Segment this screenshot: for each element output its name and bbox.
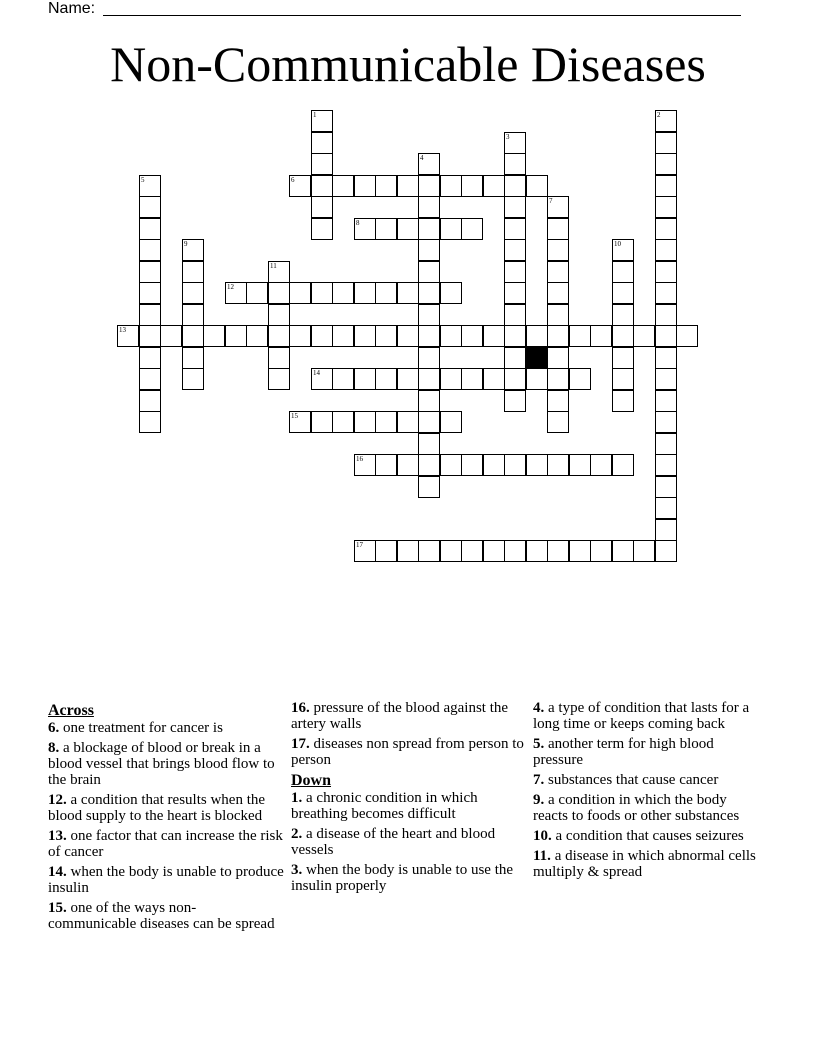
grid-cell[interactable] [311, 132, 333, 154]
grid-cell[interactable] [504, 261, 526, 283]
grid-cell[interactable] [440, 368, 462, 390]
grid-cell[interactable] [655, 218, 677, 240]
clue-down-9 [533, 792, 765, 824]
grid-cell[interactable] [139, 390, 161, 412]
clue-down-5 [533, 736, 765, 768]
grid-cell[interactable] [375, 411, 397, 433]
grid-cell[interactable] [655, 304, 677, 326]
grid-cell[interactable] [440, 325, 462, 347]
grid-cell[interactable] [655, 282, 677, 304]
page-title: Non-Communicable Diseases [110, 36, 706, 92]
clue-number: 16. [291, 700, 310, 716]
clue-number-label: 17 [356, 541, 363, 549]
grid-cell[interactable] [418, 175, 440, 197]
grid-cell[interactable] [225, 325, 247, 347]
grid-cell[interactable] [418, 325, 440, 347]
clue-text: when the body is unable to use the insulin properly [291, 862, 514, 894]
grid-cell[interactable] [418, 261, 440, 283]
grid-cell[interactable] [375, 368, 397, 390]
grid-cell[interactable] [547, 347, 569, 369]
grid-cell[interactable] [461, 175, 483, 197]
grid-cell[interactable] [139, 368, 161, 390]
clue-number-label: 15 [291, 412, 298, 420]
grid-cell[interactable] [311, 196, 333, 218]
clue-text: a disease in which abnormal cells multiply & spread [533, 848, 756, 880]
grid-cell[interactable] [440, 540, 462, 562]
clue-across-17 [291, 736, 527, 768]
grid-cell[interactable] [547, 540, 569, 562]
grid-cell[interactable] [655, 519, 677, 541]
grid-cell[interactable] [440, 175, 462, 197]
grid-cell[interactable] [182, 261, 204, 283]
grid-cell[interactable] [160, 325, 182, 347]
grid-cell[interactable] [504, 454, 526, 476]
clue-text: a blockage of blood or break in a blood vessel that brings blood flow to the brain [48, 740, 275, 788]
clue-across-15 [48, 900, 284, 932]
grid-cell[interactable] [633, 540, 655, 562]
grid-cell[interactable] [612, 304, 634, 326]
clue-down-2 [291, 826, 527, 858]
grid-cell[interactable] [547, 454, 569, 476]
clue-text: diseases non spread from person to person [291, 736, 524, 768]
clue-text: when the body is unable to produce insulin [48, 864, 284, 896]
grid-cell[interactable] [311, 325, 333, 347]
clue-down-1 [291, 790, 527, 822]
grid-cell[interactable] [268, 325, 290, 347]
clue-across-12 [48, 792, 284, 824]
grid-cell[interactable] [547, 368, 569, 390]
clue-number-label: 11 [270, 262, 277, 270]
grid-cell[interactable] [547, 261, 569, 283]
clue-number-label: 1 [313, 111, 317, 119]
grid-cell[interactable] [418, 454, 440, 476]
clue-across-16 [291, 700, 527, 732]
grid-cell[interactable] [504, 325, 526, 347]
grid-cell[interactable] [504, 153, 526, 175]
name-label: Name: [48, 0, 96, 17]
clues-column-3 [533, 700, 765, 884]
clue-number: 14. [48, 864, 67, 880]
grid-cell[interactable] [375, 454, 397, 476]
grid-cell[interactable] [676, 325, 698, 347]
grid-cell[interactable] [483, 540, 505, 562]
grid-cell[interactable] [268, 282, 290, 304]
grid-cell[interactable] [504, 304, 526, 326]
grid-cell[interactable] [547, 304, 569, 326]
grid-cell[interactable] [182, 347, 204, 369]
grid-cell[interactable] [246, 325, 268, 347]
grid-cell[interactable] [440, 218, 462, 240]
grid-cell[interactable] [504, 390, 526, 412]
clue-text: a chronic condition in which breathing becomes difficult [291, 790, 478, 822]
clue-number-label: 14 [313, 369, 320, 377]
clue-across-14 [48, 864, 284, 896]
grid-cell[interactable] [590, 540, 612, 562]
grid-cell[interactable] [612, 540, 634, 562]
clue-number-label: 3 [506, 133, 510, 141]
clue-number: 15. [48, 900, 67, 916]
grid-cell[interactable] [375, 282, 397, 304]
clue-number: 9. [533, 792, 545, 808]
grid-cell[interactable] [397, 454, 419, 476]
grid-cell[interactable] [504, 368, 526, 390]
grid-cell[interactable] [612, 368, 634, 390]
grid-cell[interactable] [612, 454, 634, 476]
grid-cell[interactable] [332, 368, 354, 390]
grid-cell[interactable] [461, 325, 483, 347]
grid-cell[interactable] [526, 454, 548, 476]
grid-cell[interactable] [526, 368, 548, 390]
grid-cell[interactable] [139, 261, 161, 283]
grid-cell[interactable] [139, 411, 161, 433]
clue-number: 11. [533, 848, 551, 864]
grid-cell[interactable] [354, 368, 376, 390]
grid-cell[interactable] [655, 153, 677, 175]
grid-cell[interactable] [547, 218, 569, 240]
grid-cell[interactable] [311, 175, 333, 197]
clue-text: a condition that causes seizures [555, 828, 744, 844]
grid-cell[interactable] [182, 368, 204, 390]
clue-number-label: 5 [141, 176, 145, 184]
grid-cell[interactable] [483, 454, 505, 476]
clue-number: 7. [533, 772, 545, 788]
grid-cell[interactable] [397, 540, 419, 562]
clue-text: a condition in which the body reacts to foods or other substances [533, 792, 740, 824]
grid-cell[interactable] [268, 368, 290, 390]
grid-cell[interactable] [461, 368, 483, 390]
clue-number: 5. [533, 736, 545, 752]
grid-cell[interactable] [182, 304, 204, 326]
grid-cell[interactable] [590, 454, 612, 476]
grid-cell[interactable] [590, 325, 612, 347]
grid-cell[interactable] [418, 196, 440, 218]
grid-cell[interactable] [655, 196, 677, 218]
clue-number-label: 16 [356, 455, 363, 463]
down-heading: Down [291, 772, 332, 789]
grid-cell[interactable] [655, 497, 677, 519]
clue-text: a disease of the heart and blood vessels [291, 826, 496, 858]
grid-cell[interactable] [440, 411, 462, 433]
black-cell [526, 347, 548, 369]
grid-cell[interactable] [440, 454, 462, 476]
grid-cell[interactable] [418, 368, 440, 390]
grid-cell[interactable] [397, 175, 419, 197]
grid-cell[interactable] [612, 325, 634, 347]
clue-down-3 [291, 862, 527, 894]
grid-cell[interactable] [461, 454, 483, 476]
grid-cell[interactable] [332, 175, 354, 197]
grid-cell[interactable] [375, 175, 397, 197]
clue-number-label: 8 [356, 219, 360, 227]
grid-cell[interactable] [289, 325, 311, 347]
clue-number-label: 9 [184, 240, 188, 248]
grid-cell[interactable] [397, 282, 419, 304]
grid-cell[interactable] [332, 411, 354, 433]
grid-cell[interactable] [569, 454, 591, 476]
grid-cell[interactable] [397, 368, 419, 390]
grid-cell[interactable] [547, 325, 569, 347]
clue-down-7 [533, 772, 765, 788]
grid-cell[interactable] [504, 175, 526, 197]
grid-cell[interactable] [612, 282, 634, 304]
clue-number-label: 7 [549, 197, 553, 205]
grid-cell[interactable] [483, 368, 505, 390]
grid-cell[interactable] [182, 282, 204, 304]
grid-cell[interactable] [354, 282, 376, 304]
clue-text: one treatment for cancer is [63, 720, 223, 736]
clue-across-8 [48, 740, 284, 788]
grid-cell[interactable] [268, 347, 290, 369]
grid-cell[interactable] [311, 153, 333, 175]
grid-cell[interactable] [655, 325, 677, 347]
grid-cell[interactable] [569, 368, 591, 390]
grid-cell[interactable] [139, 304, 161, 326]
grid-cell[interactable] [483, 325, 505, 347]
grid-cell[interactable] [633, 325, 655, 347]
grid-cell[interactable] [526, 540, 548, 562]
grid-cell[interactable] [461, 540, 483, 562]
clue-number: 17. [291, 736, 310, 752]
grid-cell[interactable] [311, 411, 333, 433]
clue-text: one of the ways non-communicable diseases can be spread [48, 900, 275, 932]
grid-cell[interactable] [547, 239, 569, 261]
grid-cell[interactable] [440, 282, 462, 304]
grid-cell[interactable] [547, 390, 569, 412]
clue-number: 12. [48, 792, 67, 808]
clue-number: 3. [291, 862, 303, 878]
grid-cell[interactable] [418, 476, 440, 498]
clue-number: 2. [291, 826, 303, 842]
grid-cell[interactable] [655, 261, 677, 283]
grid-cell[interactable] [418, 347, 440, 369]
grid-cell[interactable] [397, 325, 419, 347]
grid-cell[interactable] [418, 411, 440, 433]
grid-cell[interactable] [547, 282, 569, 304]
grid-cell[interactable] [375, 325, 397, 347]
clue-number-label: 12 [227, 283, 234, 291]
clue-down-10 [533, 828, 765, 844]
clue-text: one factor that can increase the risk of cancer [48, 828, 283, 860]
grid-cell[interactable] [418, 304, 440, 326]
grid-cell[interactable] [354, 411, 376, 433]
grid-cell[interactable] [461, 218, 483, 240]
grid-cell[interactable] [354, 175, 376, 197]
clue-text: another term for high blood pressure [533, 736, 714, 768]
grid-cell[interactable] [655, 540, 677, 562]
clue-text: substances that cause cancer [548, 772, 719, 788]
clue-number: 1. [291, 790, 303, 806]
clue-across-6 [48, 720, 284, 736]
clue-down-11 [533, 848, 765, 880]
grid-cell[interactable] [397, 411, 419, 433]
grid-cell[interactable] [504, 282, 526, 304]
grid-cell[interactable] [504, 239, 526, 261]
grid-cell[interactable] [655, 347, 677, 369]
clue-number-label: 10 [614, 240, 621, 248]
clue-text: a type of condition that lasts for a long time or keeps coming back [533, 700, 750, 732]
grid-cell[interactable] [612, 390, 634, 412]
grid-cell[interactable] [504, 540, 526, 562]
grid-cell[interactable] [375, 218, 397, 240]
clue-number-label: 4 [420, 154, 424, 162]
grid-cell[interactable] [268, 304, 290, 326]
across-heading: Across [48, 702, 94, 719]
grid-cell[interactable] [418, 433, 440, 455]
grid-cell[interactable] [655, 454, 677, 476]
grid-cell[interactable] [182, 325, 204, 347]
grid-cell[interactable] [375, 540, 397, 562]
grid-cell[interactable] [526, 175, 548, 197]
grid-cell[interactable] [332, 325, 354, 347]
grid-cell[interactable] [526, 325, 548, 347]
clue-number: 10. [533, 828, 552, 844]
grid-cell[interactable] [246, 282, 268, 304]
grid-cell[interactable] [397, 218, 419, 240]
grid-cell[interactable] [289, 282, 311, 304]
grid-cell[interactable] [504, 218, 526, 240]
grid-cell[interactable] [139, 325, 161, 347]
grid-cell[interactable] [418, 282, 440, 304]
clues-column-1 [48, 700, 284, 936]
clue-number: 8. [48, 740, 60, 756]
grid-cell[interactable] [332, 282, 354, 304]
clue-text: a condition that results when the blood supply to the heart is blocked [48, 792, 266, 824]
grid-cell[interactable] [354, 325, 376, 347]
grid-cell[interactable] [547, 411, 569, 433]
grid-cell[interactable] [569, 325, 591, 347]
grid-cell[interactable] [203, 325, 225, 347]
clue-number: 13. [48, 828, 67, 844]
grid-cell[interactable] [655, 411, 677, 433]
clues-column-2 [291, 700, 527, 898]
grid-cell[interactable] [612, 347, 634, 369]
clue-number-label: 6 [291, 176, 295, 184]
grid-cell[interactable] [655, 175, 677, 197]
clue-number-label: 2 [657, 111, 661, 119]
grid-cell[interactable] [612, 261, 634, 283]
clue-down-4 [533, 700, 765, 732]
grid-cell[interactable] [139, 347, 161, 369]
grid-cell[interactable] [139, 282, 161, 304]
grid-cell[interactable] [139, 239, 161, 261]
grid-cell[interactable] [655, 239, 677, 261]
clue-across-13 [48, 828, 284, 860]
grid-cell[interactable] [139, 218, 161, 240]
grid-cell[interactable] [655, 368, 677, 390]
clue-text: pressure of the blood against the artery walls [291, 700, 509, 732]
clue-number: 6. [48, 720, 60, 736]
clue-number: 4. [533, 700, 545, 716]
grid-cell[interactable] [418, 218, 440, 240]
grid-cell[interactable] [655, 476, 677, 498]
grid-cell[interactable] [504, 196, 526, 218]
grid-cell[interactable] [655, 433, 677, 455]
grid-cell[interactable] [655, 390, 677, 412]
clue-number-label: 13 [119, 326, 126, 334]
grid-cell[interactable] [569, 540, 591, 562]
grid-cell[interactable] [504, 347, 526, 369]
grid-cell[interactable] [418, 390, 440, 412]
grid-cell[interactable] [655, 132, 677, 154]
grid-cell[interactable] [311, 282, 333, 304]
grid-cell[interactable] [311, 218, 333, 240]
grid-cell[interactable] [483, 175, 505, 197]
grid-cell[interactable] [139, 196, 161, 218]
grid-cell[interactable] [418, 239, 440, 261]
grid-cell[interactable] [418, 540, 440, 562]
